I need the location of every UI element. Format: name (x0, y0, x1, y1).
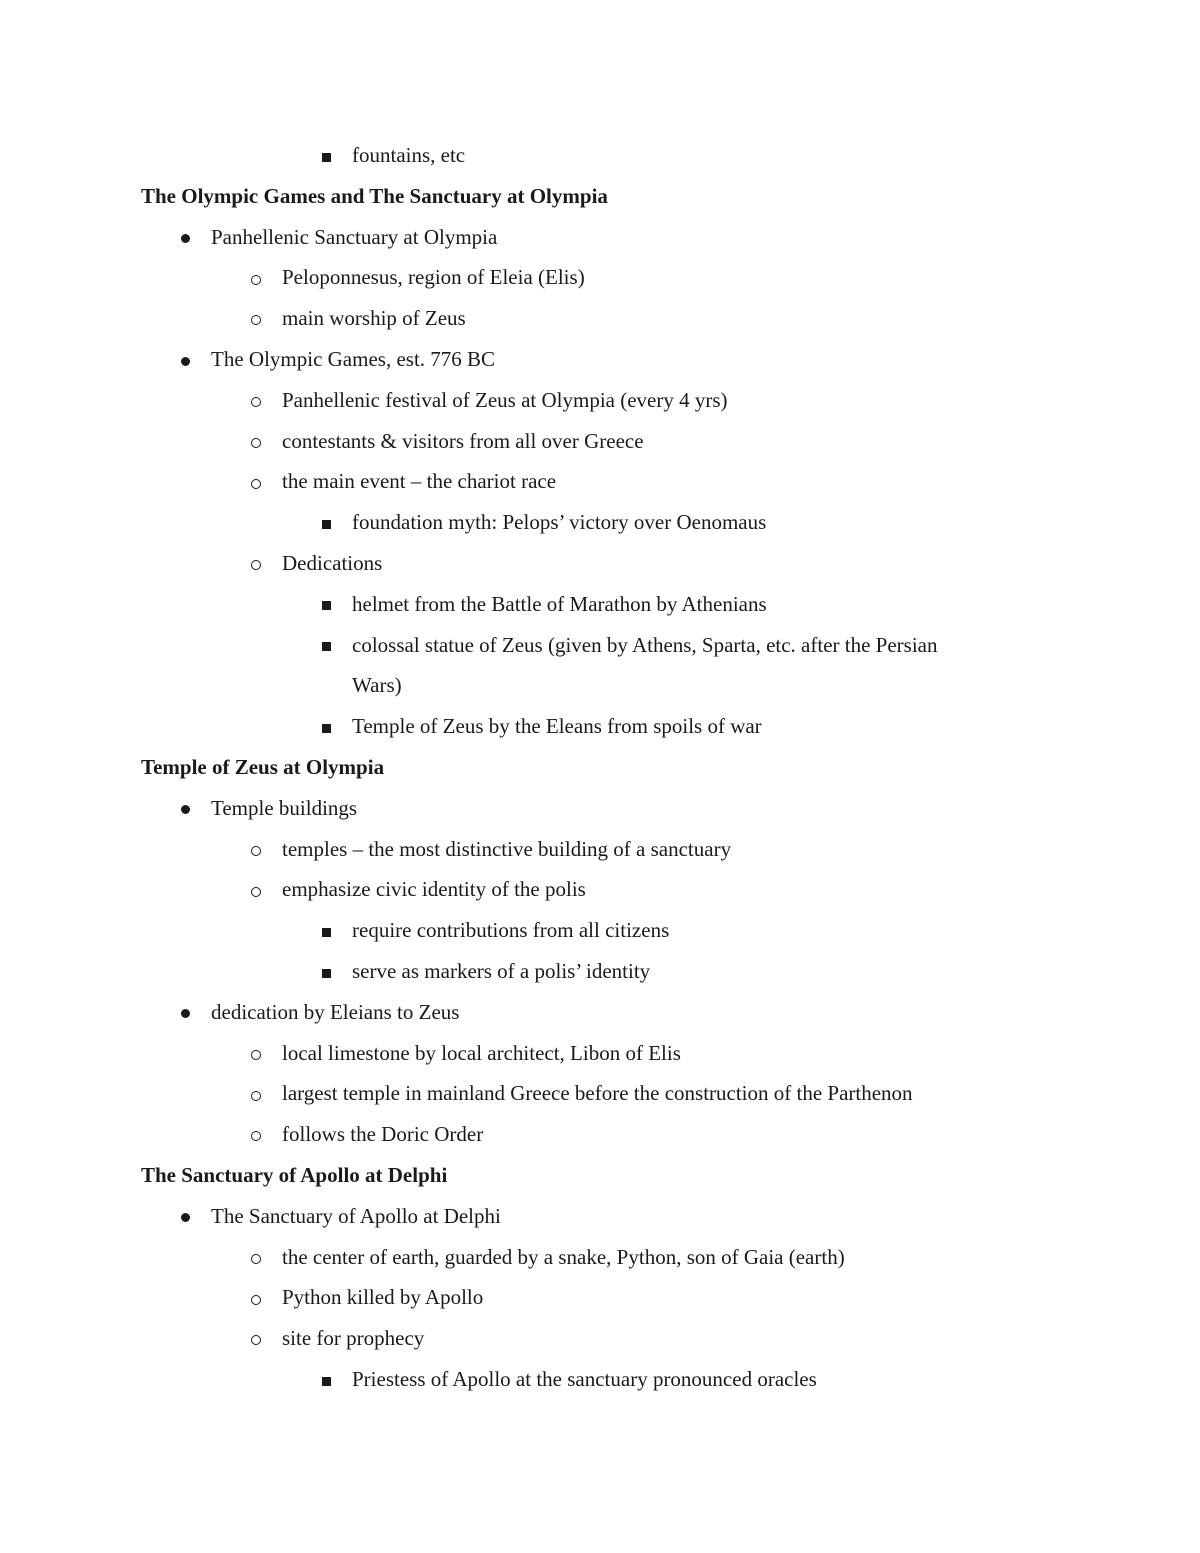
hollow-circle-bullet-icon (246, 1073, 266, 1114)
list-item-level-3 (0, 584, 1200, 625)
hollow-circle-bullet-icon (246, 1277, 266, 1318)
list-item-level-3 (0, 502, 1200, 543)
list-item-text: The Olympic Games, est. 776 BC (211, 346, 496, 371)
list-item-level-2 (0, 421, 1200, 462)
list-item-level-3 (0, 951, 1200, 992)
list-item-level-2 (0, 1318, 1200, 1359)
list-item-text: foundation myth: Pelops’ victory over Oenomaus (352, 510, 767, 535)
hollow-circle-bullet-icon (246, 1318, 266, 1359)
list-item-text: Temple buildings (211, 795, 358, 820)
hollow-circle-bullet-icon (246, 543, 266, 584)
hollow-circle-bullet-icon (246, 461, 266, 502)
list-item-text: site for prophecy (282, 1326, 425, 1351)
list-item-level-1 (0, 992, 1200, 1033)
list-item-text: the main event – the chariot race (282, 469, 557, 494)
list-item-text: fountains, etc (352, 143, 466, 167)
filled-circle-bullet-icon (175, 217, 195, 258)
list-item-text: follows the Doric Order (282, 1122, 484, 1147)
list-item-text: Temple of Zeus by the Eleans from spoils of war (352, 714, 762, 739)
list-item-level-2 (0, 461, 1200, 502)
list-item-level-1 (0, 1196, 1200, 1237)
hollow-circle-bullet-icon (246, 421, 266, 462)
list-item-text: Panhellenic festival of Zeus at Olympia (every 4 yrs) (282, 387, 728, 412)
list-item-text: dedication by Eleians to Zeus (211, 999, 460, 1024)
list-item-text: require contributions from all citizens (352, 918, 670, 943)
filled-square-bullet-icon (316, 502, 336, 543)
document-page (0, 135, 1200, 1400)
filled-circle-bullet-icon (175, 339, 195, 380)
list-item-text: Dedications (282, 550, 383, 575)
section-heading: Temple of Zeus at Olympia (141, 754, 385, 779)
list-item-level-2 (0, 543, 1200, 584)
hollow-circle-bullet-icon (246, 257, 266, 298)
filled-square-bullet-icon (316, 910, 336, 951)
list-item-level-3 (0, 1359, 1200, 1400)
list-item-level-2 (0, 1073, 1200, 1114)
list-item-text: local limestone by local architect, Libon of Elis (282, 1040, 681, 1065)
list-item-level-3 (0, 135, 1200, 176)
list-item-level-2 (0, 257, 1200, 298)
list-item-text: serve as markers of a polis’ identity (352, 958, 651, 983)
section-heading: The Sanctuary of Apollo at Delphi (141, 1162, 448, 1187)
list-item-text: the center of earth, guarded by a snake, Python, son of Gaia (earth) (282, 1244, 845, 1269)
hollow-circle-bullet-icon (246, 380, 266, 421)
list-item-level-2 (0, 1237, 1200, 1278)
list-item-text: Python killed by Apollo (282, 1285, 484, 1310)
section-heading: The Olympic Games and The Sanctuary at Olympia (141, 183, 608, 208)
filled-square-bullet-icon (316, 706, 336, 747)
filled-circle-bullet-icon (175, 1196, 195, 1237)
filled-square-bullet-icon (316, 584, 336, 625)
filled-circle-bullet-icon (175, 788, 195, 829)
hollow-circle-bullet-icon (246, 1114, 266, 1155)
list-item-level-2 (0, 829, 1200, 870)
list-item-level-3 (0, 706, 1200, 747)
hollow-circle-bullet-icon (246, 829, 266, 870)
list-item-level-1 (0, 339, 1200, 380)
list-item-text: colossal statue of Zeus (given by Athens, Sparta, etc. after the Persian (352, 632, 938, 657)
hollow-circle-bullet-icon (246, 1237, 266, 1278)
list-item-text: Priestess of Apollo at the sanctuary pronounced oracles (352, 1366, 817, 1391)
list-item-level-2 (0, 298, 1200, 339)
list-item-text: main worship of Zeus (282, 306, 466, 331)
list-item-text: The Sanctuary of Apollo at Delphi (211, 1203, 501, 1228)
filled-square-bullet-icon (316, 135, 336, 176)
list-item-continuation (0, 665, 1200, 706)
list-item-level-2 (0, 1277, 1200, 1318)
list-item-text: contestants & visitors from all over Greece (282, 428, 644, 453)
filled-square-bullet-icon (316, 951, 336, 992)
list-item-text: Panhellenic Sanctuary at Olympia (211, 224, 498, 249)
list-item-text: temples – the most distinctive building of a sanctuary (282, 836, 732, 861)
list-item-level-3 (0, 910, 1200, 951)
list-item-level-2 (0, 1033, 1200, 1074)
filled-square-bullet-icon (316, 625, 336, 666)
filled-circle-bullet-icon (175, 992, 195, 1033)
list-item-text: emphasize civic identity of the polis (282, 877, 586, 902)
list-item-level-1 (0, 788, 1200, 829)
list-item-level-1 (0, 217, 1200, 258)
filled-square-bullet-icon (316, 1359, 336, 1400)
hollow-circle-bullet-icon (246, 298, 266, 339)
list-item-text: Peloponnesus, region of Eleia (Elis) (282, 265, 585, 290)
hollow-circle-bullet-icon (246, 869, 266, 910)
list-item-level-2 (0, 869, 1200, 910)
hollow-circle-bullet-icon (246, 1033, 266, 1074)
list-item-text: largest temple in mainland Greece before the construction of the Parthenon (282, 1081, 913, 1106)
list-item-level-3 (0, 625, 1200, 666)
list-item-level-2 (0, 380, 1200, 421)
list-item-level-2 (0, 1114, 1200, 1155)
list-item-text: helmet from the Battle of Marathon by Athenians (352, 591, 767, 616)
list-item-text: Wars) (352, 673, 402, 698)
